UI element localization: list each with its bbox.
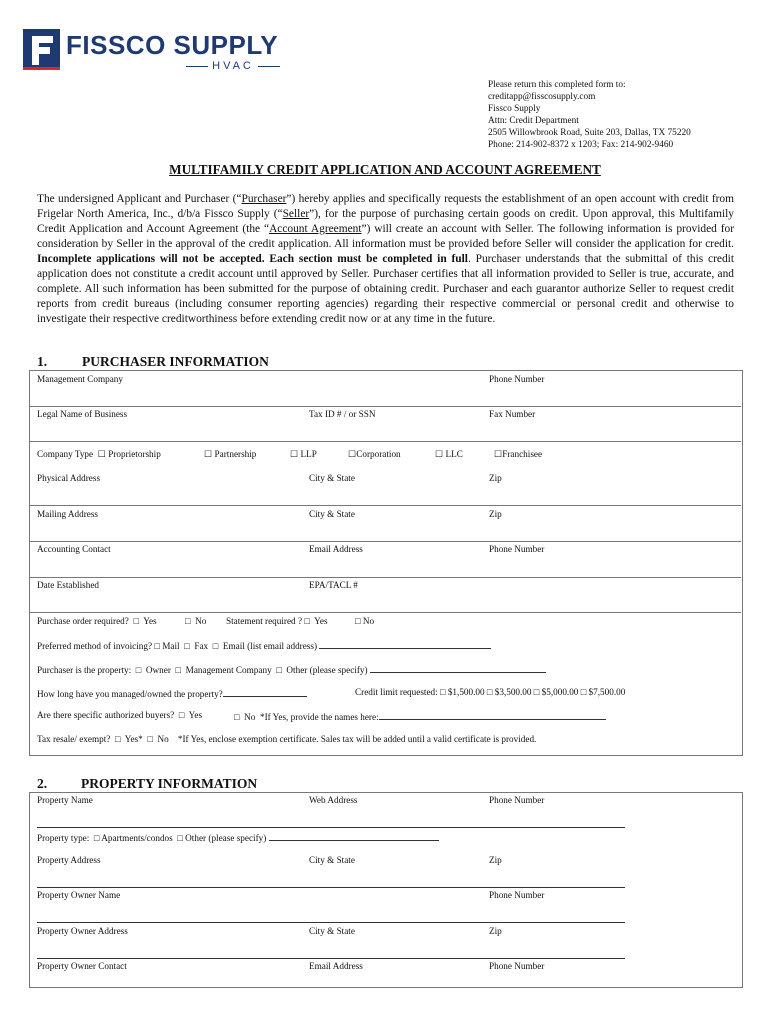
city-state-label: City & State <box>309 509 355 519</box>
phone-number-label: Phone Number <box>489 795 545 805</box>
intro-paragraph: The undersigned Applicant and Purchaser (“Purchaser”) hereby applies and specifically requests the establishment of an open account with credit from Frigelar North America, Inc., d/b/a Fissco Supply (“Seller”), for the purpose of purchasing certain goods on credit. Upon approval, this Multifamily Credit Application and Account Agreement (the “Account Agreement”) will create an account with Seller. The following information is provided for consideration by Seller in the approval of the credit application. All information must be provided before Seller will consider the application for credit. Incomplete applications will not be accepted. Each section must be completed in full. Purchaser understands that the submittal of this credit application does not constitute a credit account until approved by Seller. Purchaser certifies that all information provided to Seller is true, accurate, and complete. All such information has been submitted for the purpose of obtaining credit. Purchaser and each guarantor authorize Seller to request credit reports from credit bureaus (including consumer reporting agencies) regarding their respective commercial or personal credit and otherwise to investigate their respective creditworthiness before extending credit now or at any time in the future. <box>37 193 734 325</box>
return-line: 2505 Willowbrook Road, Suite 203, Dallas, TX 75220 <box>488 128 691 138</box>
llc-label: LLC <box>445 449 463 459</box>
tax-label: Tax resale/ exempt? <box>37 734 111 744</box>
checkbox-owner[interactable]: □ <box>135 665 142 675</box>
checkbox-limit-5000[interactable]: □ <box>533 687 540 697</box>
mailing-address-label: Mailing Address <box>37 509 98 519</box>
section2-title: PROPERTY INFORMATION <box>81 776 258 791</box>
phone-number-label: Phone Number <box>489 890 545 900</box>
proprietorship-label: Proprietorship <box>108 449 161 459</box>
tax-row <box>37 734 536 744</box>
llp-label: LLP <box>300 449 317 459</box>
owner-name-label: Property Owner Name <box>37 890 121 900</box>
checkbox-property-other[interactable]: □ <box>177 833 183 843</box>
owner-name-line[interactable] <box>37 922 625 923</box>
no-label: No <box>157 734 169 744</box>
section2-number: 2. <box>37 776 48 791</box>
type-option <box>290 449 317 460</box>
invoicing-label: Preferred method of invoicing? <box>37 641 153 651</box>
partnership-label: Partnership <box>214 449 257 459</box>
statement-required-label: Statement required ? <box>226 616 303 626</box>
checkbox-other[interactable]: □ <box>276 665 282 675</box>
brand-name: FISSCO SUPPLY <box>66 30 279 60</box>
owner-label: Owner <box>145 665 171 675</box>
checkbox-statement-yes[interactable]: □ <box>304 616 310 626</box>
tax-note: *If Yes, enclose exemption certificate. Sales tax will be added until a valid certificate is provided. <box>177 734 537 744</box>
zip-label: Zip <box>489 473 502 483</box>
property-type-row <box>37 831 439 843</box>
limit-1500-label: $1,500.00 <box>447 687 485 697</box>
po-required-label: Purchase order required? <box>37 616 129 626</box>
email-address-label: Email Address <box>309 961 363 971</box>
legal-name-label: Legal Name of Business <box>37 409 128 419</box>
phone-number-label: Phone Number <box>489 544 545 554</box>
checkbox-franchisee[interactable]: ☐ <box>494 449 503 459</box>
date-established-label: Date Established <box>37 580 99 590</box>
apartments-label: Apartments/condos <box>101 833 173 843</box>
city-state-label: City & State <box>309 926 355 936</box>
checkbox-buyers-no[interactable]: □ <box>234 712 240 722</box>
return-line: Please return this completed form to: <box>488 80 626 90</box>
how-long-row <box>37 687 307 699</box>
property-name-line[interactable] <box>37 827 625 828</box>
section1-title: PURCHASER INFORMATION <box>82 354 269 369</box>
checkbox-corporation[interactable]: ☐ <box>348 449 357 459</box>
checkbox-limit-1500[interactable]: □ <box>439 687 446 697</box>
section1-number: 1. <box>37 354 48 369</box>
property-name-label: Property Name <box>37 795 93 805</box>
checkbox-tax-yes[interactable]: □ <box>114 734 121 744</box>
yes-star-label: Yes* <box>124 734 143 744</box>
owner-contact-label: Property Owner Contact <box>37 961 127 971</box>
checkbox-management-company[interactable]: □ <box>175 665 182 675</box>
company-type-label: Company Type <box>37 449 94 459</box>
checkbox-email[interactable]: □ <box>212 641 219 651</box>
phone-number-label: Phone Number <box>489 961 545 971</box>
buyers-names-field[interactable] <box>379 710 606 720</box>
corporation-label: Corporation <box>356 449 401 459</box>
physical-address-label: Physical Address <box>37 473 101 483</box>
company-type-row <box>37 449 161 460</box>
fax-label: Fax <box>194 641 209 651</box>
divider <box>30 541 741 542</box>
return-address-block <box>488 79 691 151</box>
zip-label: Zip <box>489 926 502 936</box>
yes-label: Yes <box>143 616 157 626</box>
city-state-label: City & State <box>309 473 355 483</box>
owner-address-label: Property Owner Address <box>37 926 128 936</box>
epa-label: EPA/TACL # <box>309 580 358 590</box>
divider <box>30 406 741 407</box>
logo-mark <box>23 29 60 69</box>
property-role-label: Purchaser is the property: <box>37 665 132 675</box>
checkbox-mail[interactable]: □ <box>154 641 160 651</box>
document-title: MULTIFAMILY CREDIT APPLICATION AND ACCOUNT AGREEMENT <box>169 162 601 177</box>
property-other-field[interactable] <box>269 831 439 841</box>
checkbox-limit-7500[interactable]: □ <box>580 687 587 697</box>
property-type-label: Property type: <box>37 833 90 843</box>
management-company-label: Management Company <box>37 374 123 384</box>
property-address-label: Property Address <box>37 855 101 865</box>
po-no-option <box>185 616 206 626</box>
logo-f-icon <box>23 29 60 69</box>
return-line: Phone: 214-902-8372 x 1203; Fax: 214-902-9460 <box>488 140 674 150</box>
how-long-field[interactable] <box>223 687 307 697</box>
checkbox-fax[interactable]: □ <box>184 641 190 651</box>
credit-limit-row <box>355 687 625 697</box>
return-email: creditapp@fisscosupply.com <box>488 92 596 102</box>
brand-subtitle <box>182 60 284 72</box>
email-list-field[interactable] <box>319 639 491 649</box>
divider <box>30 505 741 506</box>
credit-limit-label: Credit limit requested: <box>355 687 438 697</box>
return-line: Fissco Supply <box>488 104 541 114</box>
checkbox-po-yes[interactable]: □ <box>133 616 139 626</box>
web-address-label: Web Address <box>309 795 358 805</box>
buyers-names-label: *If Yes, provide the names here: <box>259 712 379 722</box>
email-address-label: Email Address <box>309 544 363 554</box>
owner-address-line[interactable] <box>37 958 625 959</box>
return-line: Attn: Credit Department <box>488 116 579 126</box>
checkbox-partnership[interactable]: ☐ <box>204 449 213 459</box>
type-option <box>435 449 463 460</box>
management-company-option-label: Management Company <box>185 665 272 675</box>
logo-accent-bar <box>23 67 60 70</box>
limit-3500-label: $3,500.00 <box>494 687 532 697</box>
yes-label: Yes <box>188 710 203 720</box>
franchisee-label: Franchisee <box>502 449 543 459</box>
accounting-contact-label: Accounting Contact <box>37 544 111 554</box>
po-required-row <box>37 616 157 626</box>
checkbox-apartments[interactable]: □ <box>93 833 100 843</box>
checkbox-llc[interactable]: ☐ <box>435 449 444 459</box>
other-specify-field[interactable] <box>370 663 546 673</box>
other-specify-label: Other (please specify) <box>185 833 267 843</box>
checkbox-limit-3500[interactable]: □ <box>486 687 493 697</box>
divider <box>30 612 741 613</box>
zip-label: Zip <box>489 855 502 865</box>
buyers-label: Are there specific authorized buyers? <box>37 710 175 720</box>
how-long-label: How long have you managed/owned the property? <box>37 689 223 699</box>
limit-5000-label: $5,000.00 <box>541 687 579 697</box>
limit-7500-label: $7,500.00 <box>588 687 626 697</box>
type-option <box>348 449 401 460</box>
checkbox-po-no[interactable]: □ <box>185 616 191 626</box>
zip-label: Zip <box>489 509 502 519</box>
no-label: No <box>362 616 375 626</box>
checkbox-buyers-yes[interactable]: □ <box>178 710 185 720</box>
checkbox-tax-no[interactable]: □ <box>147 734 153 744</box>
statement-no-option <box>355 616 374 626</box>
yes-label: Yes <box>314 616 328 626</box>
type-option <box>494 449 542 460</box>
type-option <box>204 449 256 460</box>
checkbox-proprietorship[interactable]: ☐ <box>97 449 106 459</box>
property-role-row <box>37 663 546 675</box>
email-list-label: Email (list email address) <box>222 641 318 651</box>
checkbox-statement-no[interactable]: □ <box>355 616 361 626</box>
other-specify-label: Other (please specify) <box>286 665 368 675</box>
divider <box>30 441 741 442</box>
statement-row <box>226 616 328 626</box>
checkbox-llp[interactable]: ☐ <box>290 449 299 459</box>
no-label: No <box>244 712 256 722</box>
mail-label: Mail <box>162 641 180 651</box>
phone-number-label: Phone Number <box>489 374 545 384</box>
buyers-no-row <box>234 710 606 722</box>
invoicing-row <box>37 639 491 651</box>
no-label: No <box>195 616 207 626</box>
fax-number-label: Fax Number <box>489 409 536 419</box>
city-state-label: City & State <box>309 855 355 865</box>
tax-id-label: Tax ID # / or SSN <box>309 409 376 419</box>
brand-sub-text: HVAC <box>212 60 254 72</box>
buyers-row <box>37 710 202 720</box>
property-address-line[interactable] <box>37 887 625 888</box>
divider <box>30 577 741 578</box>
